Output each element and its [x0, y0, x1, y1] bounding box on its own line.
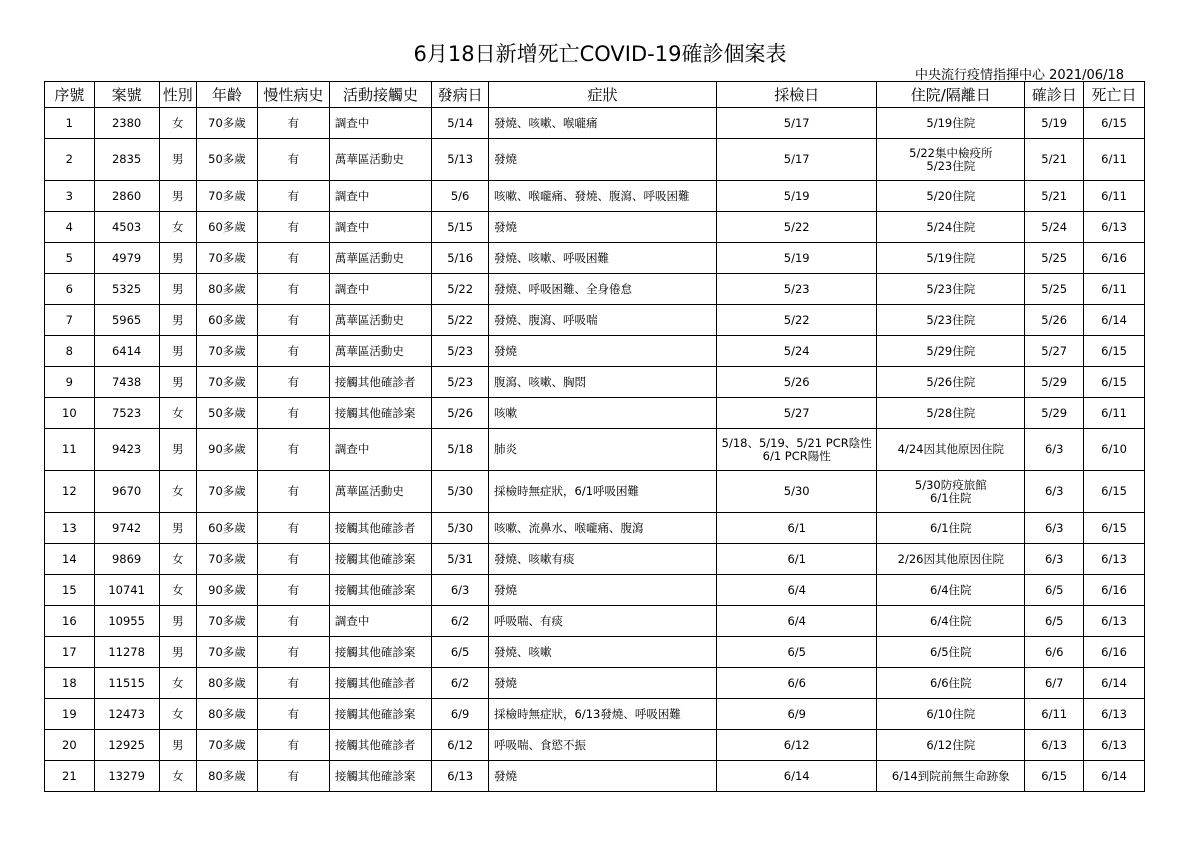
cell-symptoms: 腹瀉、咳嗽、胸悶 [489, 367, 717, 398]
cell-sex: 女 [159, 544, 197, 575]
cell-chronic: 有 [257, 212, 329, 243]
case-table [44, 81, 1145, 792]
cell-symptoms: 發燒、咳嗽、喉嚨痛 [489, 108, 717, 139]
cell-test-date: 6/9 [717, 699, 877, 730]
cell-symptoms: 採檢時無症狀，6/13發燒、呼吸困難 [489, 699, 717, 730]
cell-sex: 女 [159, 699, 197, 730]
cell-confirm: 6/3 [1025, 544, 1084, 575]
cell-hospital: 6/6住院 [877, 668, 1025, 699]
cell-contact: 調查中 [329, 606, 431, 637]
cell-contact: 調查中 [329, 181, 431, 212]
cell-chronic: 有 [257, 730, 329, 761]
cell-test-date: 5/17 [717, 108, 877, 139]
cell-sex: 男 [159, 181, 197, 212]
cell-confirm: 5/27 [1025, 336, 1084, 367]
cell-age: 70多歲 [197, 243, 258, 274]
cell-case-no: 7438 [94, 367, 159, 398]
cell-death: 6/15 [1084, 336, 1145, 367]
cell-contact: 接觸其他確診者 [329, 367, 431, 398]
col-header: 慢性病史 [257, 82, 329, 108]
cell-hospital: 6/14到院前無生命跡象 [877, 761, 1025, 792]
cell-age: 80多歲 [197, 668, 258, 699]
col-header: 住院/隔離日 [877, 82, 1025, 108]
cell-onset: 5/22 [432, 274, 489, 305]
cell-sex: 男 [159, 305, 197, 336]
cell-case-no: 2835 [94, 139, 159, 181]
cell-contact: 調查中 [329, 429, 431, 471]
table-row [45, 429, 1145, 471]
cell-symptoms: 咳嗽 [489, 398, 717, 429]
cell-seq: 10 [45, 398, 95, 429]
cell-case-no: 11278 [94, 637, 159, 668]
cell-age: 70多歲 [197, 108, 258, 139]
cell-symptoms: 肺炎 [489, 429, 717, 471]
cell-death: 6/14 [1084, 305, 1145, 336]
cell-contact: 萬華區活動史 [329, 471, 431, 513]
cell-hospital: 5/19住院 [877, 243, 1025, 274]
cell-seq: 20 [45, 730, 95, 761]
cell-test-date: 5/27 [717, 398, 877, 429]
col-header: 採檢日 [717, 82, 877, 108]
col-header: 案號 [94, 82, 159, 108]
header-row [45, 82, 1145, 108]
cell-sex: 男 [159, 367, 197, 398]
cell-seq: 17 [45, 637, 95, 668]
cell-confirm: 5/21 [1025, 139, 1084, 181]
cell-age: 90多歲 [197, 429, 258, 471]
cell-death: 6/14 [1084, 761, 1145, 792]
cell-test-date: 6/1 [717, 513, 877, 544]
cell-hospital: 5/23住院 [877, 305, 1025, 336]
cell-confirm: 5/29 [1025, 398, 1084, 429]
cell-hospital: 5/20住院 [877, 181, 1025, 212]
cell-case-no: 10955 [94, 606, 159, 637]
cell-death: 6/15 [1084, 513, 1145, 544]
cell-symptoms: 發燒、咳嗽有痰 [489, 544, 717, 575]
cell-hospital: 5/22集中檢疫所 5/23住院 [877, 139, 1025, 181]
cell-onset: 5/13 [432, 139, 489, 181]
cell-symptoms: 發燒 [489, 761, 717, 792]
cell-confirm: 6/5 [1025, 606, 1084, 637]
cell-seq: 12 [45, 471, 95, 513]
cell-chronic: 有 [257, 139, 329, 181]
cell-confirm: 6/3 [1025, 513, 1084, 544]
cell-age: 60多歲 [197, 513, 258, 544]
cell-case-no: 13279 [94, 761, 159, 792]
cell-seq: 14 [45, 544, 95, 575]
cell-chronic: 有 [257, 575, 329, 606]
cell-onset: 6/2 [432, 668, 489, 699]
cell-sex: 男 [159, 513, 197, 544]
cell-case-no: 12925 [94, 730, 159, 761]
cell-confirm: 5/24 [1025, 212, 1084, 243]
col-header: 序號 [45, 82, 95, 108]
cell-contact: 接觸其他確診者 [329, 513, 431, 544]
col-header: 發病日 [432, 82, 489, 108]
cell-symptoms: 發燒、咳嗽、呼吸困難 [489, 243, 717, 274]
cell-sex: 男 [159, 429, 197, 471]
cell-onset: 5/31 [432, 544, 489, 575]
cell-onset: 5/30 [432, 513, 489, 544]
cell-sex: 男 [159, 243, 197, 274]
cell-death: 6/15 [1084, 471, 1145, 513]
cell-chronic: 有 [257, 761, 329, 792]
cell-death: 6/11 [1084, 274, 1145, 305]
cell-onset: 5/26 [432, 398, 489, 429]
cell-contact: 接觸其他確診案 [329, 637, 431, 668]
cell-contact: 接觸其他確診案 [329, 699, 431, 730]
cell-case-no: 6414 [94, 336, 159, 367]
cell-onset: 5/18 [432, 429, 489, 471]
cell-confirm: 5/29 [1025, 367, 1084, 398]
cell-confirm: 6/6 [1025, 637, 1084, 668]
cell-hospital: 6/4住院 [877, 575, 1025, 606]
cell-contact: 萬華區活動史 [329, 336, 431, 367]
cell-death: 6/16 [1084, 575, 1145, 606]
cell-age: 60多歲 [197, 212, 258, 243]
cell-hospital: 6/12住院 [877, 730, 1025, 761]
cell-test-date: 5/17 [717, 139, 877, 181]
cell-hospital: 6/4住院 [877, 606, 1025, 637]
table-row [45, 212, 1145, 243]
cell-onset: 5/23 [432, 367, 489, 398]
cell-confirm: 6/3 [1025, 471, 1084, 513]
cell-case-no: 9670 [94, 471, 159, 513]
cell-death: 6/13 [1084, 544, 1145, 575]
cell-hospital: 5/24住院 [877, 212, 1025, 243]
cell-chronic: 有 [257, 429, 329, 471]
cell-symptoms: 呼吸喘、有痰 [489, 606, 717, 637]
cell-sex: 男 [159, 730, 197, 761]
cell-hospital: 5/29住院 [877, 336, 1025, 367]
cell-test-date: 6/6 [717, 668, 877, 699]
cell-seq: 4 [45, 212, 95, 243]
cell-age: 80多歲 [197, 761, 258, 792]
cell-case-no: 11515 [94, 668, 159, 699]
cell-seq: 8 [45, 336, 95, 367]
col-header: 死亡日 [1084, 82, 1145, 108]
cell-sex: 男 [159, 606, 197, 637]
cell-symptoms: 發燒 [489, 668, 717, 699]
table-row [45, 243, 1145, 274]
cell-death: 6/13 [1084, 212, 1145, 243]
cell-contact: 調查中 [329, 108, 431, 139]
cell-onset: 5/16 [432, 243, 489, 274]
cell-test-date: 6/14 [717, 761, 877, 792]
cell-test-date: 5/22 [717, 212, 877, 243]
cell-confirm: 6/13 [1025, 730, 1084, 761]
cell-death: 6/11 [1084, 398, 1145, 429]
cell-sex: 女 [159, 398, 197, 429]
cell-case-no: 9423 [94, 429, 159, 471]
cell-case-no: 12473 [94, 699, 159, 730]
cell-seq: 13 [45, 513, 95, 544]
cell-test-date: 6/1 [717, 544, 877, 575]
cell-hospital: 5/30防疫旅館 6/1住院 [877, 471, 1025, 513]
cell-symptoms: 發燒 [489, 212, 717, 243]
cell-age: 80多歲 [197, 274, 258, 305]
cell-case-no: 9742 [94, 513, 159, 544]
cell-contact: 接觸其他確診案 [329, 398, 431, 429]
cell-contact: 接觸其他確診者 [329, 730, 431, 761]
cell-symptoms: 發燒 [489, 336, 717, 367]
cell-death: 6/11 [1084, 139, 1145, 181]
col-header: 確診日 [1025, 82, 1084, 108]
table-row [45, 761, 1145, 792]
table-row [45, 139, 1145, 181]
cell-contact: 萬華區活動史 [329, 139, 431, 181]
table-row [45, 606, 1145, 637]
cell-seq: 2 [45, 139, 95, 181]
cell-seq: 21 [45, 761, 95, 792]
cell-death: 6/13 [1084, 606, 1145, 637]
cell-seq: 9 [45, 367, 95, 398]
table-row [45, 544, 1145, 575]
table-row [45, 108, 1145, 139]
cell-chronic: 有 [257, 367, 329, 398]
cell-death: 6/16 [1084, 637, 1145, 668]
cell-death: 6/10 [1084, 429, 1145, 471]
cell-hospital: 5/23住院 [877, 274, 1025, 305]
cell-test-date: 5/26 [717, 367, 877, 398]
cell-age: 70多歲 [197, 730, 258, 761]
cell-case-no: 4503 [94, 212, 159, 243]
cell-symptoms: 咳嗽、喉嚨痛、發燒、腹瀉、呼吸困難 [489, 181, 717, 212]
cell-chronic: 有 [257, 181, 329, 212]
cell-sex: 女 [159, 668, 197, 699]
cell-test-date: 5/23 [717, 274, 877, 305]
cell-age: 80多歲 [197, 699, 258, 730]
cell-chronic: 有 [257, 637, 329, 668]
cell-onset: 5/14 [432, 108, 489, 139]
cell-confirm: 6/5 [1025, 575, 1084, 606]
cell-sex: 女 [159, 471, 197, 513]
cell-contact: 接觸其他確診案 [329, 575, 431, 606]
cell-confirm: 5/25 [1025, 274, 1084, 305]
cell-death: 6/15 [1084, 108, 1145, 139]
cell-sex: 女 [159, 212, 197, 243]
cell-death: 6/15 [1084, 367, 1145, 398]
cell-chronic: 有 [257, 336, 329, 367]
cell-symptoms: 發燒、呼吸困難、全身倦怠 [489, 274, 717, 305]
cell-age: 50多歲 [197, 398, 258, 429]
cell-chronic: 有 [257, 606, 329, 637]
cell-age: 50多歲 [197, 139, 258, 181]
cell-contact: 接觸其他確診案 [329, 761, 431, 792]
cell-sex: 男 [159, 274, 197, 305]
table-row [45, 336, 1145, 367]
cell-test-date: 5/24 [717, 336, 877, 367]
cell-sex: 男 [159, 637, 197, 668]
cell-hospital: 6/10住院 [877, 699, 1025, 730]
cell-symptoms: 呼吸喘、食慾不振 [489, 730, 717, 761]
cell-chronic: 有 [257, 398, 329, 429]
cell-contact: 萬華區活動史 [329, 243, 431, 274]
table-row [45, 699, 1145, 730]
table-row [45, 398, 1145, 429]
cell-chronic: 有 [257, 471, 329, 513]
table-row [45, 513, 1145, 544]
cell-test-date: 5/30 [717, 471, 877, 513]
cell-contact: 調查中 [329, 212, 431, 243]
cell-onset: 5/6 [432, 181, 489, 212]
cell-sex: 女 [159, 761, 197, 792]
cell-confirm: 6/3 [1025, 429, 1084, 471]
cell-death: 6/13 [1084, 699, 1145, 730]
cell-confirm: 5/25 [1025, 243, 1084, 274]
cell-hospital: 4/24因其他原因住院 [877, 429, 1025, 471]
cell-onset: 6/3 [432, 575, 489, 606]
cell-confirm: 5/19 [1025, 108, 1084, 139]
cell-seq: 7 [45, 305, 95, 336]
cell-onset: 6/13 [432, 761, 489, 792]
cell-test-date: 5/19 [717, 181, 877, 212]
cell-case-no: 9869 [94, 544, 159, 575]
cell-seq: 11 [45, 429, 95, 471]
cell-confirm: 5/21 [1025, 181, 1084, 212]
table-row [45, 274, 1145, 305]
cell-onset: 6/2 [432, 606, 489, 637]
cell-test-date: 6/4 [717, 575, 877, 606]
cell-case-no: 7523 [94, 398, 159, 429]
cell-onset: 5/30 [432, 471, 489, 513]
cell-onset: 6/12 [432, 730, 489, 761]
cell-age: 70多歲 [197, 471, 258, 513]
cell-case-no: 2380 [94, 108, 159, 139]
cell-seq: 19 [45, 699, 95, 730]
cell-case-no: 2860 [94, 181, 159, 212]
cell-death: 6/13 [1084, 730, 1145, 761]
cell-seq: 6 [45, 274, 95, 305]
cell-symptoms: 發燒 [489, 139, 717, 181]
cell-age: 70多歲 [197, 336, 258, 367]
cell-seq: 3 [45, 181, 95, 212]
page-title: 6月18日新增死亡COVID-19確診個案表 [413, 42, 787, 66]
cell-test-date: 5/19 [717, 243, 877, 274]
col-header: 年齡 [197, 82, 258, 108]
cell-chronic: 有 [257, 108, 329, 139]
cell-hospital: 2/26因其他原因住院 [877, 544, 1025, 575]
cell-test-date: 5/18、5/19、5/21 PCR陰性 6/1 PCR陽性 [717, 429, 877, 471]
cell-confirm: 6/11 [1025, 699, 1084, 730]
cell-onset: 5/15 [432, 212, 489, 243]
cell-age: 70多歲 [197, 606, 258, 637]
cell-confirm: 6/7 [1025, 668, 1084, 699]
cell-confirm: 5/26 [1025, 305, 1084, 336]
cell-case-no: 10741 [94, 575, 159, 606]
cell-chronic: 有 [257, 513, 329, 544]
cell-death: 6/14 [1084, 668, 1145, 699]
cell-test-date: 5/22 [717, 305, 877, 336]
table-row [45, 730, 1145, 761]
cell-chronic: 有 [257, 668, 329, 699]
cell-hospital: 5/19住院 [877, 108, 1025, 139]
cell-seq: 16 [45, 606, 95, 637]
cell-onset: 6/9 [432, 699, 489, 730]
cell-seq: 18 [45, 668, 95, 699]
cell-test-date: 6/12 [717, 730, 877, 761]
table-row [45, 575, 1145, 606]
table-row [45, 637, 1145, 668]
cell-symptoms: 發燒、咳嗽 [489, 637, 717, 668]
col-header: 活動接觸史 [329, 82, 431, 108]
cell-sex: 女 [159, 108, 197, 139]
cell-age: 70多歲 [197, 637, 258, 668]
cell-contact: 萬華區活動史 [329, 305, 431, 336]
cell-chronic: 有 [257, 699, 329, 730]
cell-sex: 男 [159, 336, 197, 367]
col-header: 性別 [159, 82, 197, 108]
cell-onset: 5/22 [432, 305, 489, 336]
table-row [45, 668, 1145, 699]
cell-age: 70多歲 [197, 544, 258, 575]
cell-symptoms: 採檢時無症狀，6/1呼吸困難 [489, 471, 717, 513]
cell-confirm: 6/15 [1025, 761, 1084, 792]
cell-symptoms: 咳嗽、流鼻水、喉嚨痛、腹瀉 [489, 513, 717, 544]
cell-death: 6/11 [1084, 181, 1145, 212]
table-row [45, 181, 1145, 212]
cell-hospital: 5/26住院 [877, 367, 1025, 398]
issuer-date: 中央流行疫情指揮中心 2021/06/18 [914, 68, 1124, 83]
table-row [45, 305, 1145, 336]
cell-onset: 5/23 [432, 336, 489, 367]
cell-seq: 1 [45, 108, 95, 139]
cell-case-no: 5325 [94, 274, 159, 305]
cell-seq: 5 [45, 243, 95, 274]
cell-contact: 接觸其他確診案 [329, 544, 431, 575]
cell-age: 60多歲 [197, 305, 258, 336]
cell-test-date: 6/5 [717, 637, 877, 668]
cell-chronic: 有 [257, 243, 329, 274]
cell-test-date: 6/4 [717, 606, 877, 637]
cell-age: 70多歲 [197, 181, 258, 212]
cell-contact: 調查中 [329, 274, 431, 305]
cell-symptoms: 發燒、腹瀉、呼吸喘 [489, 305, 717, 336]
cell-onset: 6/5 [432, 637, 489, 668]
cell-case-no: 5965 [94, 305, 159, 336]
cell-chronic: 有 [257, 544, 329, 575]
table-row [45, 471, 1145, 513]
cell-sex: 男 [159, 139, 197, 181]
cell-death: 6/16 [1084, 243, 1145, 274]
col-header: 症狀 [489, 82, 717, 108]
cell-chronic: 有 [257, 305, 329, 336]
cell-hospital: 5/28住院 [877, 398, 1025, 429]
cell-hospital: 6/1住院 [877, 513, 1025, 544]
cell-chronic: 有 [257, 274, 329, 305]
cell-symptoms: 發燒 [489, 575, 717, 606]
cell-contact: 接觸其他確診者 [329, 668, 431, 699]
cell-case-no: 4979 [94, 243, 159, 274]
cell-sex: 女 [159, 575, 197, 606]
cell-hospital: 6/5住院 [877, 637, 1025, 668]
cell-age: 90多歲 [197, 575, 258, 606]
cell-age: 70多歲 [197, 367, 258, 398]
table-row [45, 367, 1145, 398]
cell-seq: 15 [45, 575, 95, 606]
